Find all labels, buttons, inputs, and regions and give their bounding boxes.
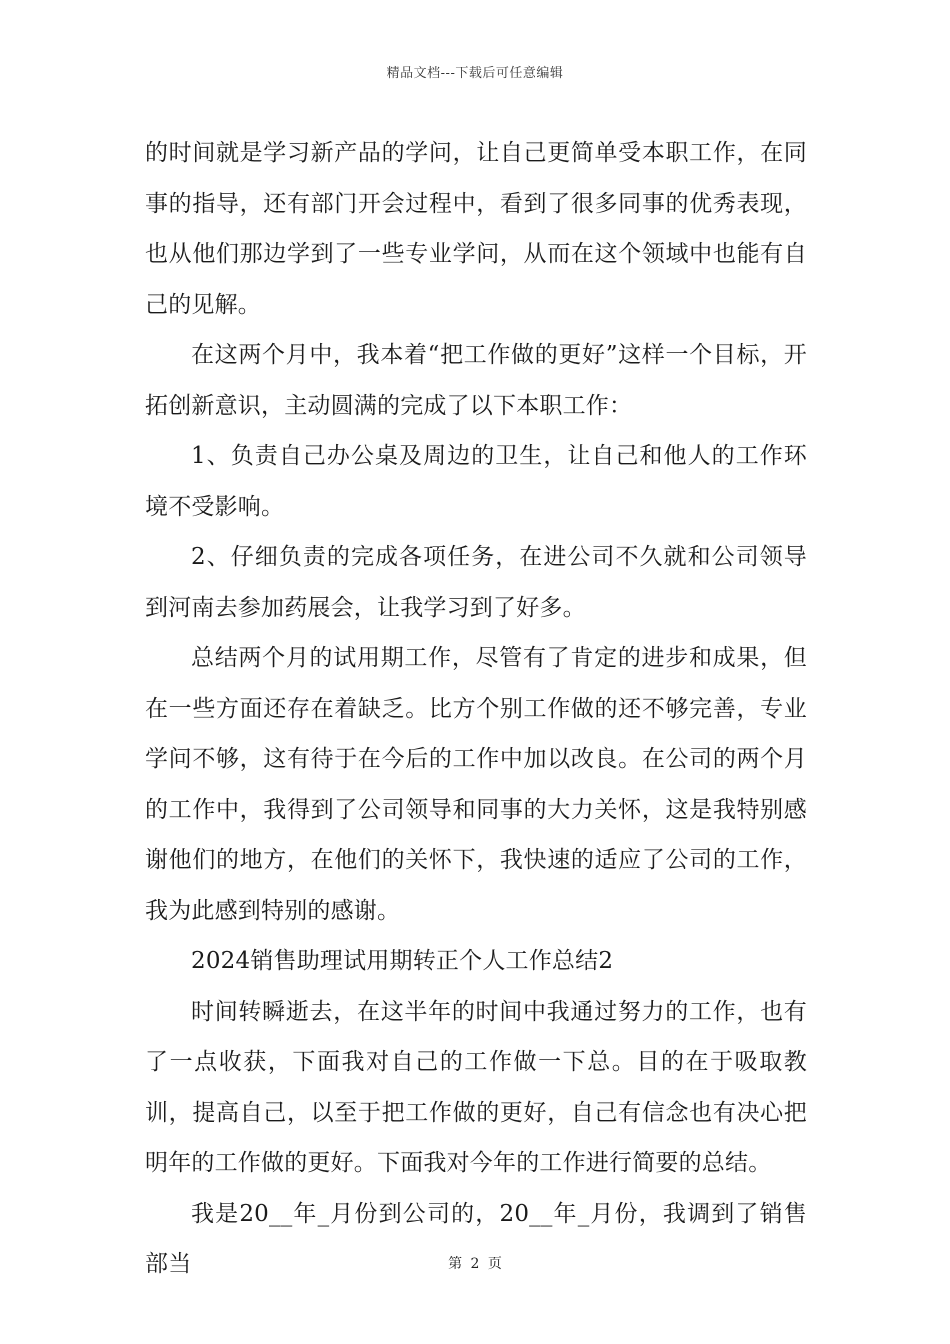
page-header: 精品文档---下载后可任意编辑	[386, 66, 564, 81]
page-number: 2	[470, 1256, 480, 1272]
list-item-1: 1、负责自己办公桌及周边的卫生，让自己和他人的工作环境不受影响。	[145, 443, 807, 520]
paragraph-continuation: 的时间就是学习新产品的学问，让自己更简单受本职工作，在同事的指导，还有部门开会过程中，看到了很多同事的优秀表现，也从他们那边学到了一些专业学问，从而在这个领域中也能有自己的见解。	[145, 140, 807, 318]
page-footer	[0, 1253, 950, 1273]
footer-prefix: 第	[448, 1256, 463, 1272]
list-item-2: 2、仔细负责的完成各项任务，在进公司不久就和公司领导到河南去参加药展会，让我学习到了好多。	[145, 544, 807, 621]
paragraph-goal: 在这两个月中，我本着“把工作做的更好”这样一个目标，开拓创新意识，主动圆满的完成了以下本职工作：	[145, 342, 807, 419]
paragraph-background: 我是20__年_月份到公司的，20__年_月份，我调到了销售部当	[145, 1200, 807, 1277]
section-title: 2024销售助理试用期转正个人工作总结2	[191, 948, 614, 974]
paragraph-summary: 总结两个月的试用期工作，尽管有了肯定的进步和成果，但在一些方面还存在着缺乏。比方个别工作做的还不够完善，专业学问不够，这有待于在今后的工作中加以改良。在公司的两个月的工作中，我得到了公司领导和同事的大力关怀，这是我特别感谢他们的地方，在他们的关怀下，我快速的适应了公司的工作，我为此感到特别的感谢。	[145, 645, 807, 924]
paragraph-intro: 时间转瞬逝去，在这半年的时间中我通过努力的工作，也有了一点收获，下面我对自己的工作做一下总。目的在于吸取教训，提高自己，以至于把工作做的更好，自己有信念也有决心把明年的工作做的更好。下面我对今年的工作进行简要的总结。	[145, 998, 807, 1176]
footer-suffix: 页	[487, 1256, 502, 1272]
document-body	[145, 128, 807, 1290]
